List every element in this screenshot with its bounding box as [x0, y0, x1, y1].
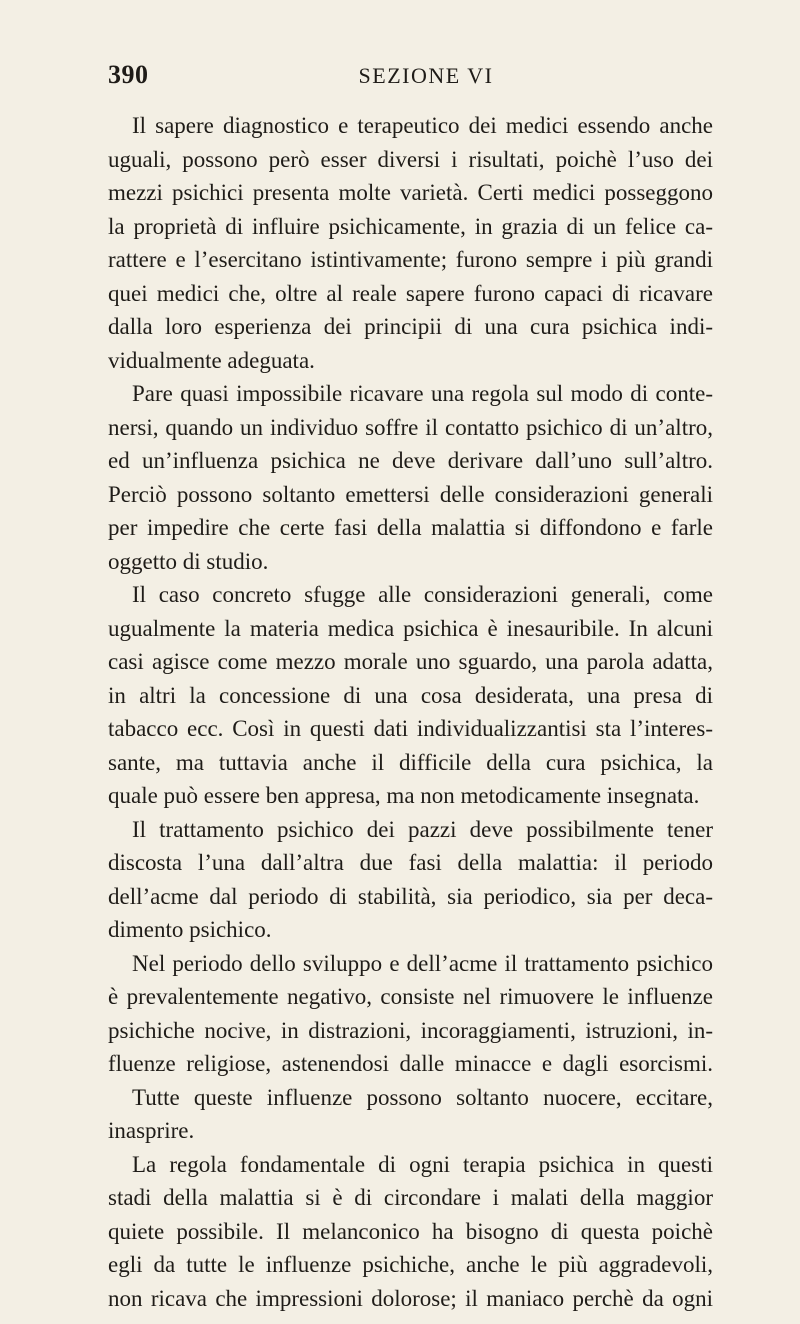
- text-line: casi agisce come mezzo morale uno sguardo, una parola adatta,: [108, 649, 713, 674]
- body-text: [108, 109, 713, 1315]
- text-line: mezzi psichici presenta molte varietà. Certi medici posseggono: [108, 180, 713, 205]
- text-line: quei medici che, oltre al reale sapere furono capaci di ricavare: [108, 280, 713, 306]
- text-line: Il trattamento psichico dei pazzi deve possibilmente tener: [132, 816, 713, 842]
- text-line: stadi della malattia si è di circondare i malati della maggior: [108, 1185, 713, 1210]
- text-line: non ricava che impressioni dolorose; il maniaco perchè da ogni: [108, 1285, 713, 1311]
- text-line: rattere e l’esercitano istintivamente; furono sempre i più grandi: [108, 247, 713, 272]
- text-line: in altri la concessione di una cosa desiderata, una presa di: [108, 682, 713, 708]
- text-line: dell’acme dal periodo di stabilità, sia periodico, sia per deca-: [108, 883, 713, 909]
- text-line: Nel periodo dello sviluppo e dell’acme il trattamento psichico: [132, 950, 713, 976]
- page-header: [108, 60, 714, 100]
- text-line: fluenze religiose, astenendosi dalle minacce e dagli esorcismi.: [108, 1051, 713, 1076]
- text-line: dimento psichico.: [108, 917, 272, 942]
- text-line: Tutte queste influenze possono soltanto nuocere, eccitare,: [132, 1084, 713, 1110]
- text-line: ugualmente la materia medica psichica è inesauribile. In alcuni: [108, 615, 713, 641]
- running-head: SEZIONE VI: [358, 63, 494, 88]
- text-line: sante, ma tuttavia anche il difficile della cura psichica, la: [108, 749, 713, 775]
- text-line: oggetto di studio.: [108, 548, 269, 574]
- text-line: è prevalentemente negativo, consiste nel rimuovere le influenze: [108, 984, 713, 1009]
- text-line: vidualmente adeguata.: [108, 347, 315, 373]
- text-line: per impedire che certe fasi della malattia si diffondono e farle: [108, 515, 713, 540]
- text-line: Il caso concreto sfugge alle considerazioni generali, come: [132, 582, 713, 607]
- text-line: quale può essere ben appresa, ma non metodicamente insegnata.: [108, 783, 700, 808]
- text-line: quiete possibile. Il melanconico ha bisogno di questa poichè: [108, 1218, 713, 1244]
- text-line: uguali, possono però esser diversi i risultati, poichè l’uso dei: [108, 146, 713, 172]
- text-line: La regola fondamentale di ogni terapia psichica in questi: [132, 1151, 713, 1177]
- text-line: inasprire.: [108, 1118, 195, 1143]
- text-line: dalla loro esperienza dei principii di una cura psichica indi-: [108, 314, 713, 339]
- page-number: 390: [108, 60, 149, 89]
- text-line: ed un’influenza psichica ne deve derivare dall’uno sull’altro.: [108, 448, 713, 473]
- text-line: psichiche nocive, in distrazioni, incoraggiamenti, istruzioni, in-: [108, 1017, 713, 1043]
- text-line: Pare quasi impossibile ricavare una regola sul modo di conte-: [132, 381, 713, 406]
- text-line: la proprietà di influire psichicamente, in grazia di un felice ca-: [108, 213, 713, 239]
- text-line: egli da tutte le influenze psichiche, anche le più aggradevoli,: [108, 1252, 713, 1277]
- text-line: Perciò possono soltanto emettersi delle considerazioni generali: [108, 481, 713, 507]
- text-line: nersi, quando un individuo soffre il contatto psichico di un’altro,: [108, 414, 713, 440]
- text-line: tabacco ecc. Così in questi dati individualizzantisi sta l’interes-: [108, 716, 713, 741]
- text-line: discosta l’una dall’altra due fasi della malattia: il periodo: [108, 850, 713, 875]
- text-line: Il sapere diagnostico e terapeutico dei medici essendo anche: [132, 113, 713, 138]
